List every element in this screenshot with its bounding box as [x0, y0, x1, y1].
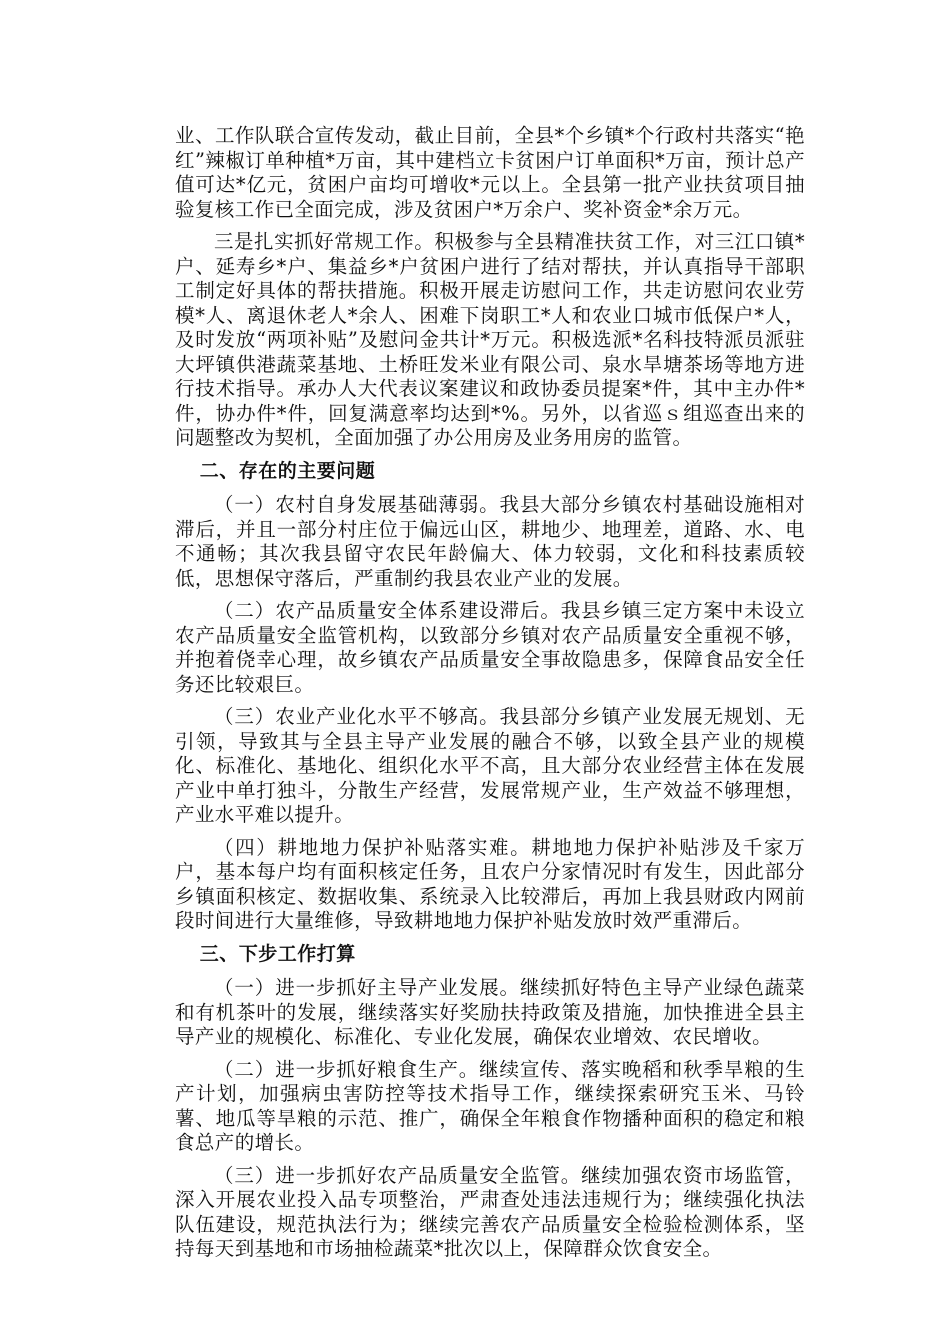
paragraph-problem-4: （四）耕地地力保护补贴落实难。耕地地力保护补贴涉及千家万户，基本每户均有面积核定任务，且农户分家情况时有发生，因此部分乡镇面积核定、数据收集、系统录入比较滞后，再加上我县财政内网前段时间进行大量维修，导致耕地地力保护补贴发放时效严重滞后。 — [175, 835, 805, 932]
paragraph-plan-3: （三）进一步抓好农产品质量安全监管。继续加强农资市场监管，深入开展农业投入品专项整治，严肃查处违法违规行为；继续强化执法队伍建设，规范执法行为；继续完善农产品质量安全检验检测体系，坚持每天到基地和市场抽检蔬菜*批次以上，保障群众饮食安全。 — [175, 1163, 805, 1260]
paragraph-routine-work: 三是扎实抓好常规工作。积极参与全县精准扶贫工作，对三江口镇*户、延寿乡*户、集益乡*户贫困户进行了结对帮扶，并认真指导干部职工制定好具体的帮扶措施。积极开展走访慰问工作，共走访慰问农业劳模*人、离退休老人*余人、困难下岗职工*人和农业口城市低保户*人，及时发放“两项补贴”及慰问金共计*万元。积极选派*名科技特派员派驻大坪镇供港蔬菜基地、土桥旺发米业有限公司、泉水旱塘茶场等地方进行技术指导。承办人大代表议案建议和政协委员提案*件，其中主办件*件，协办件*件，回复满意率均达到*%。另外，以省巡ｓ组巡查出来的问题整改为契机，全面加强了办公用房及业务用房的监管。 — [175, 230, 805, 449]
document-body — [175, 124, 805, 1270]
paragraph-problem-2: （二）农产品质量安全体系建设滞后。我县乡镇三定方案中未设立农产品质量安全监管机构，以致部分乡镇对农产品质量安全重视不够，并抱着侥幸心理，故乡镇农产品质量安全事故隐患多，保障食品安全任务还比较艰巨。 — [175, 599, 805, 696]
paragraph-plan-2: （二）进一步抓好粮食生产。继续宣传、落实晚稻和秋季旱粮的生产计划，加强病虫害防控等技术指导工作，继续探索研究玉米、马铃薯、地瓜等旱粮的示范、推广，确保全年粮食作物播种面积的稳定和粮食总产的增长。 — [175, 1057, 805, 1154]
paragraph-continued: 业、工作队联合宣传发动，截止目前，全县*个乡镇*个行政村共落实“艳红”辣椒订单种植*万亩，其中建档立卡贫困户订单面积*万亩，预计总产值可达*亿元，贫困户亩均可增收*元以上。全县第一批产业扶贫项目抽验复核工作已全面完成，涉及贫困户*万余户、奖补资金*余万元。 — [175, 124, 805, 221]
paragraph-problem-1: （一）农村自身发展基础薄弱。我县大部分乡镇农村基础设施相对滞后，并且一部分村庄位于偏远山区，耕地少、地理差，道路、水、电不通畅；其次我县留守农民年龄偏大、体力较弱，文化和科技素质较低，思想保守落后，严重制约我县农业产业的发展。 — [175, 493, 805, 590]
paragraph-plan-1: （一）进一步抓好主导产业发展。继续抓好特色主导产业绿色蔬菜和有机茶叶的发展，继续落实好奖励扶持政策及措施，加快推进全县主导产业的规模化、标准化、专业化发展，确保农业增效、农民增收。 — [175, 976, 805, 1048]
section-heading-problems: 二、存在的主要问题 — [199, 459, 376, 482]
section-heading-next-steps: 三、下步工作打算 — [199, 942, 356, 965]
paragraph-problem-3: （三）农业产业化水平不够高。我县部分乡镇产业发展无规划、无引领，导致其与全县主导产业发展的融合不够，以致全县产业的规模化、标准化、基地化、组织化水平不高，且大部分农业经营主体在发展产业中单打独斗，分散生产经营，发展常规产业，生产效益不够理想，产业水平难以提升。 — [175, 705, 805, 826]
